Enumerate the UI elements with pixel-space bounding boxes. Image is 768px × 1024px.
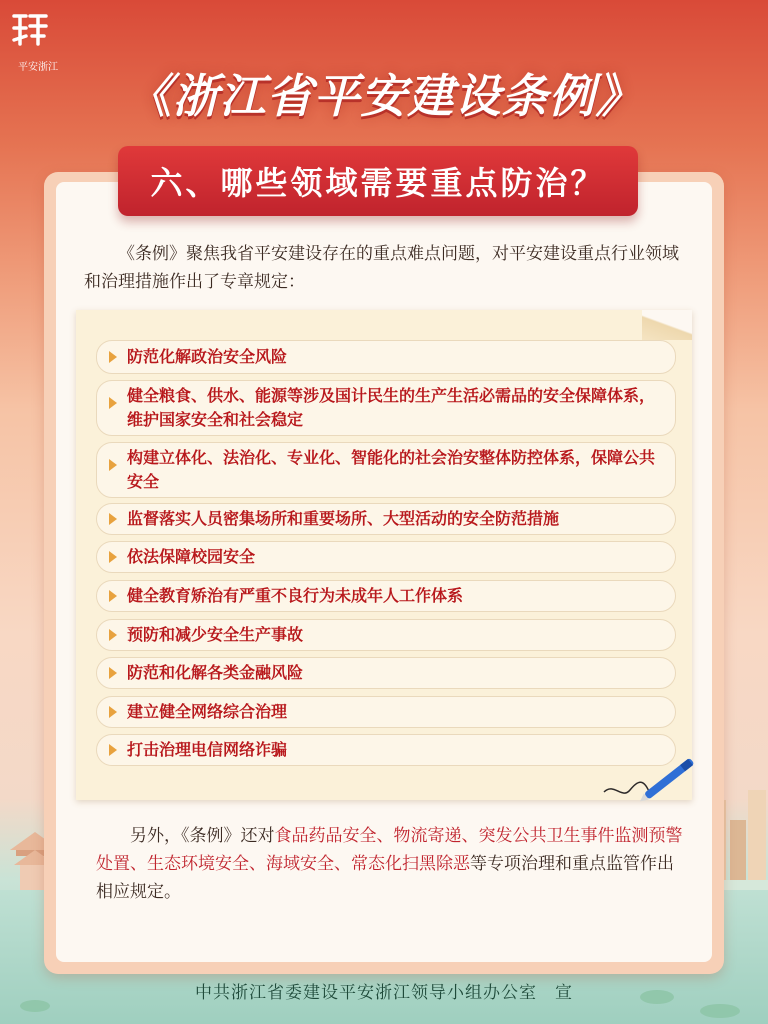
outro-text: 等专项治理和重点监管作出相应规定。 [96,854,674,902]
intro-paragraph: 《条例》聚焦我省平安建设存在的重点难点问题，对平安建设重点行业领域和治理措施作出了专章规定： [84,244,679,292]
lily-pad [700,1004,740,1018]
triangle-bullet-icon [109,590,117,602]
list-item [96,580,676,612]
ping-an-zhejiang-seal-icon [10,10,50,50]
list-item-text: 建立健全网络综合治理 [127,702,288,721]
paper-fold-corner [642,310,692,340]
list-item-text: 打击治理电信网络诈骗 [127,740,288,759]
list-item [96,380,676,436]
list-item-text: 防范和化解各类金融风险 [127,663,304,682]
list-item [96,696,676,728]
outro-text: 另外，《条例》还对 [130,826,275,846]
list-item [96,340,676,374]
page-title: 《浙江省平安建设条例》 [125,69,643,123]
list-item-text: 健全粮食、供水、能源等涉及国计民生的生产生活必需品的安全保障体系，维护国家安全和社会稳定 [127,386,656,429]
outro-paragraph [96,822,688,906]
triangle-bullet-icon [109,551,117,563]
triangle-bullet-icon [109,459,117,471]
outro-highlight: 食品药品安全、物流寄递、突发公共卫生事件监测预警处置、生态环境安全、海域安全、常态化扫黑除恶 [96,826,683,874]
footer-publisher: 中共浙江省委建设平安浙江领导小组办公室 宣 [195,983,573,1003]
section-title: 六、哪些领域需要重点防治？ [150,164,606,202]
triangle-bullet-icon [109,667,117,679]
triangle-bullet-icon [109,513,117,525]
list-item [96,442,676,498]
list-item [96,503,676,535]
list-item [96,734,676,766]
list-item [96,541,676,573]
list-item [96,619,676,651]
triangle-bullet-icon [109,629,117,641]
list-item-text: 预防和减少安全生产事故 [127,625,304,644]
list-paper [76,310,692,800]
list-item-text: 监督落实人员密集场所和重要场所、大型活动的安全防范措施 [127,509,560,528]
list-item-text: 依法保障校园安全 [127,547,256,566]
list-item-text: 防范化解政治安全风险 [127,347,288,366]
triangle-bullet-icon [109,351,117,363]
pen-icon [600,748,700,808]
list-item [96,657,676,689]
triangle-bullet-icon [109,397,117,409]
section-ribbon [118,146,638,216]
triangle-bullet-icon [109,744,117,756]
triangle-bullet-icon [109,706,117,718]
list-item-text: 健全教育矫治有严重不良行为未成年人工作体系 [127,586,464,605]
list-item-text: 构建立体化、法治化、专业化、智能化的社会治安整体防控体系，保障公共安全 [127,448,656,491]
logo-text: 平安浙江 [18,62,58,73]
